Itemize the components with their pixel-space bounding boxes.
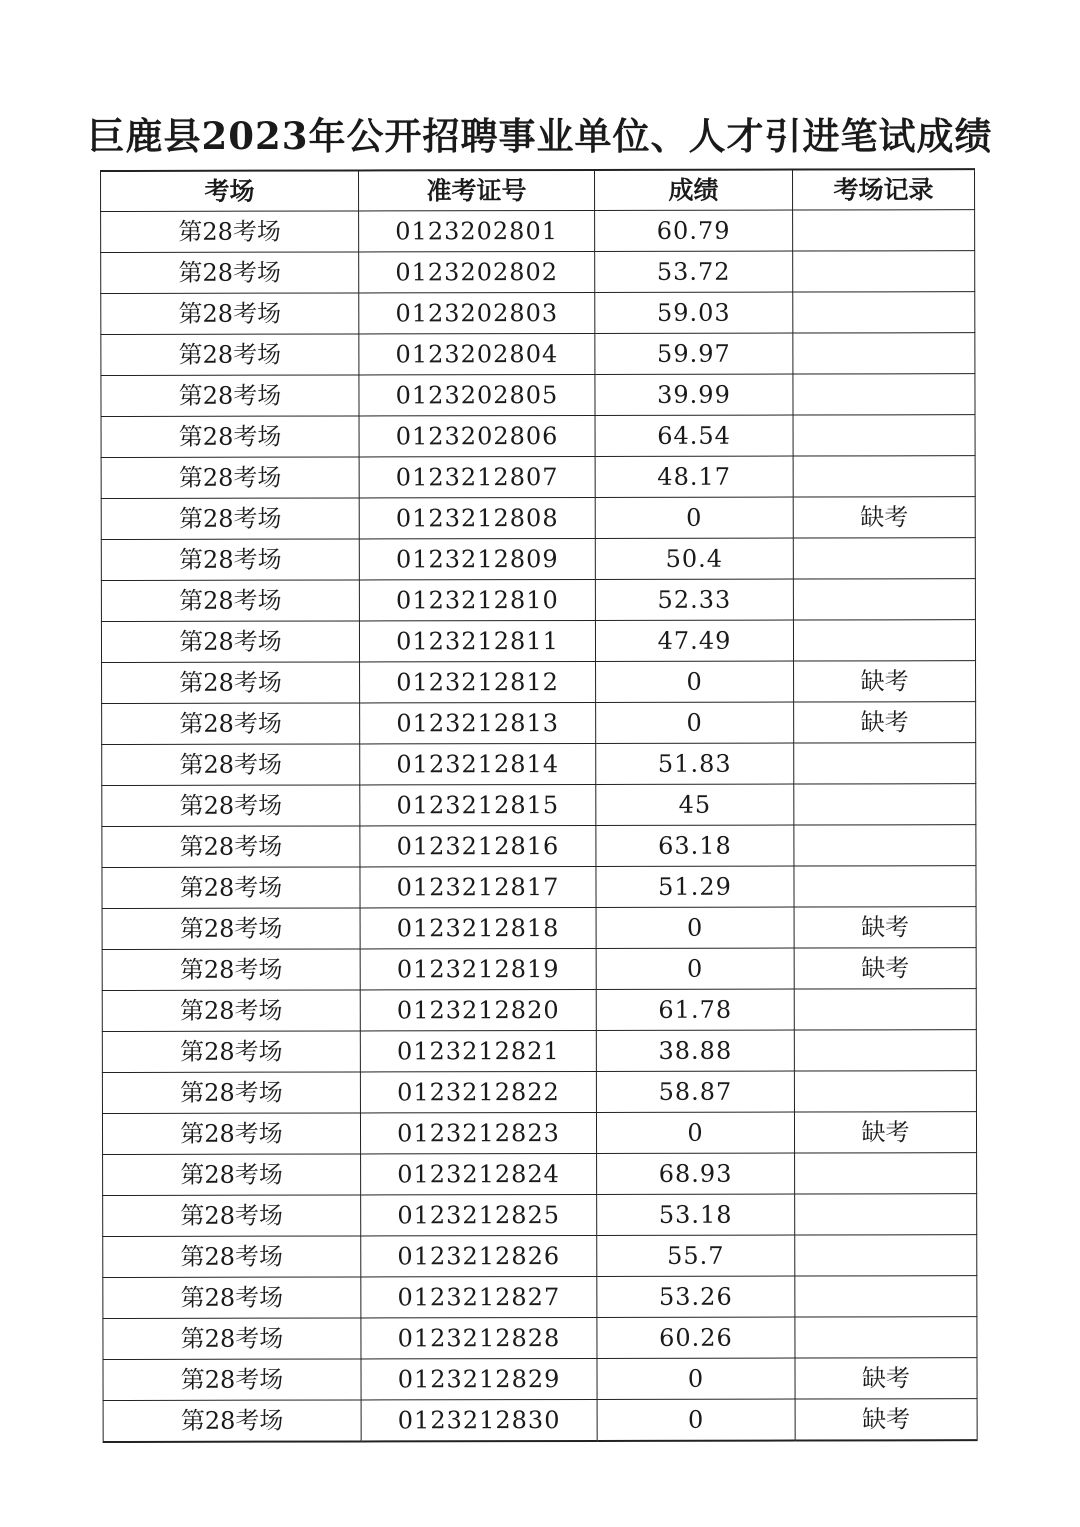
score-cell: 0 xyxy=(596,702,794,743)
ticket-number-cell: 0123212830 xyxy=(361,1399,597,1441)
exam-record-cell xyxy=(794,784,976,825)
ticket-number-cell: 0123212814 xyxy=(360,743,596,784)
table-row xyxy=(102,661,976,704)
table-row xyxy=(102,1030,976,1073)
table-row xyxy=(102,1071,976,1114)
ticket-number-cell: 0123202805 xyxy=(359,374,595,415)
ticket-number-cell: 0123212807 xyxy=(359,456,595,497)
ticket-number-cell: 0123212829 xyxy=(361,1358,597,1399)
exam-record-cell xyxy=(795,1194,977,1235)
table-row xyxy=(101,415,975,458)
exam-record-cell xyxy=(793,210,975,251)
page-title: 巨鹿县2023年公开招聘事业单位、人才引进笔试成绩 xyxy=(87,114,993,158)
exam-room-cell: 第28考场 xyxy=(102,908,360,950)
exam-record-cell: 缺考 xyxy=(795,1358,977,1399)
score-cell: 68.93 xyxy=(597,1153,795,1194)
exam-record-cell xyxy=(793,374,975,415)
score-cell: 52.33 xyxy=(595,579,793,620)
score-cell: 55.7 xyxy=(597,1235,795,1276)
table-row xyxy=(101,292,975,335)
table-row xyxy=(102,989,976,1032)
ticket-number-cell: 0123202804 xyxy=(359,333,595,374)
score-cell: 58.87 xyxy=(596,1071,794,1112)
exam-record-cell xyxy=(795,1235,977,1276)
exam-record-cell: 缺考 xyxy=(794,948,976,989)
exam-record-cell xyxy=(793,292,975,333)
table-row xyxy=(101,538,975,581)
exam-record-cell xyxy=(795,1153,977,1194)
table-row xyxy=(102,702,976,745)
exam-record-cell xyxy=(793,333,975,374)
table-row xyxy=(103,1317,977,1360)
score-cell: 51.83 xyxy=(596,743,794,784)
score-cell: 48.17 xyxy=(595,456,793,497)
ticket-number-cell: 0123212820 xyxy=(360,989,596,1030)
ticket-number-cell: 0123212821 xyxy=(360,1030,596,1071)
score-table xyxy=(100,168,978,1443)
exam-room-cell: 第28考场 xyxy=(101,416,359,458)
exam-room-cell: 第28考场 xyxy=(102,826,360,868)
exam-room-cell: 第28考场 xyxy=(101,293,359,335)
table-row xyxy=(103,1235,977,1278)
ticket-number-cell: 0123202801 xyxy=(359,210,595,251)
score-cell: 61.78 xyxy=(596,989,794,1030)
table-row xyxy=(103,1358,977,1401)
ticket-number-cell: 0123212812 xyxy=(360,661,596,702)
table-row xyxy=(102,825,976,868)
exam-record-cell xyxy=(793,538,975,579)
table-row xyxy=(102,948,976,991)
score-cell: 53.26 xyxy=(597,1276,795,1317)
exam-record-cell: 缺考 xyxy=(794,907,976,948)
ticket-number-cell: 0123212826 xyxy=(361,1235,597,1276)
score-cell: 0 xyxy=(596,661,794,702)
table-row xyxy=(103,1276,977,1319)
header-ticket-number: 准考证号 xyxy=(359,170,595,211)
exam-room-cell: 第28考场 xyxy=(101,498,359,540)
exam-room-cell: 第28考场 xyxy=(103,1236,361,1278)
exam-room-cell: 第28考场 xyxy=(102,1031,360,1073)
exam-record-cell xyxy=(793,620,975,661)
score-cell: 59.03 xyxy=(595,292,793,333)
ticket-number-cell: 0123212825 xyxy=(361,1194,597,1235)
exam-room-cell: 第28考场 xyxy=(101,539,359,581)
table-row xyxy=(101,497,975,540)
exam-room-cell: 第28考场 xyxy=(101,211,359,253)
exam-room-cell: 第28考场 xyxy=(102,867,360,909)
ticket-number-cell: 0123212828 xyxy=(361,1317,597,1358)
exam-room-cell: 第28考场 xyxy=(101,375,359,417)
exam-room-cell: 第28考场 xyxy=(102,785,360,827)
score-cell: 0 xyxy=(596,948,794,989)
table-row xyxy=(101,251,975,294)
exam-record-cell xyxy=(793,456,975,497)
exam-room-cell: 第28考场 xyxy=(103,1154,361,1196)
score-cell: 60.79 xyxy=(595,210,793,251)
ticket-number-cell: 0123202802 xyxy=(359,251,595,292)
exam-room-cell: 第28考场 xyxy=(101,621,359,663)
exam-room-cell: 第28考场 xyxy=(101,252,359,294)
exam-record-cell: 缺考 xyxy=(794,702,976,743)
ticket-number-cell: 0123212815 xyxy=(360,784,596,825)
exam-record-cell xyxy=(794,866,976,907)
exam-record-cell xyxy=(793,251,975,292)
score-cell: 0 xyxy=(595,497,793,538)
table-header-row xyxy=(101,169,975,211)
score-cell: 0 xyxy=(597,1399,795,1441)
ticket-number-cell: 0123212808 xyxy=(359,497,595,538)
ticket-number-cell: 0123212827 xyxy=(361,1276,597,1317)
table-row xyxy=(101,374,975,417)
score-cell: 0 xyxy=(596,1112,794,1153)
exam-record-cell: 缺考 xyxy=(794,661,976,702)
score-cell: 47.49 xyxy=(595,620,793,661)
table-row xyxy=(101,456,975,499)
table-row xyxy=(101,333,975,376)
exam-record-cell: 缺考 xyxy=(795,1399,977,1441)
score-cell: 64.54 xyxy=(595,415,793,456)
table-row xyxy=(101,579,975,622)
table-row xyxy=(103,1399,977,1442)
exam-room-cell: 第28考场 xyxy=(102,1072,360,1114)
exam-room-cell: 第28考场 xyxy=(103,1195,361,1237)
ticket-number-cell: 0123212809 xyxy=(359,538,595,579)
exam-record-cell xyxy=(794,1030,976,1071)
ticket-number-cell: 0123212819 xyxy=(360,948,596,989)
score-cell: 51.29 xyxy=(596,866,794,907)
ticket-number-cell: 0123202806 xyxy=(359,415,595,456)
score-cell: 53.72 xyxy=(595,251,793,292)
score-cell: 38.88 xyxy=(596,1030,794,1071)
exam-room-cell: 第28考场 xyxy=(102,703,360,745)
exam-room-cell: 第28考场 xyxy=(102,990,360,1032)
exam-record-cell xyxy=(794,989,976,1030)
score-cell: 53.18 xyxy=(597,1194,795,1235)
exam-record-cell: 缺考 xyxy=(793,497,975,538)
score-cell: 39.99 xyxy=(595,374,793,415)
exam-room-cell: 第28考场 xyxy=(102,1113,360,1155)
exam-room-cell: 第28考场 xyxy=(102,949,360,991)
ticket-number-cell: 0123212816 xyxy=(360,825,596,866)
score-cell: 0 xyxy=(597,1358,795,1399)
score-cell: 0 xyxy=(596,907,794,948)
table-row xyxy=(101,210,975,253)
table-row xyxy=(102,907,976,950)
score-cell: 59.97 xyxy=(595,333,793,374)
table-row xyxy=(102,784,976,827)
table-row xyxy=(102,866,976,909)
ticket-number-cell: 0123212813 xyxy=(360,702,596,743)
exam-record-cell xyxy=(794,1071,976,1112)
exam-room-cell: 第28考场 xyxy=(103,1400,361,1442)
exam-record-cell xyxy=(793,579,975,620)
table-row xyxy=(103,1153,977,1196)
header-score: 成绩 xyxy=(595,170,793,211)
exam-record-cell xyxy=(793,415,975,456)
ticket-number-cell: 0123212818 xyxy=(360,907,596,948)
exam-room-cell: 第28考场 xyxy=(101,457,359,499)
score-cell: 60.26 xyxy=(597,1317,795,1358)
exam-room-cell: 第28考场 xyxy=(101,580,359,622)
ticket-number-cell: 0123212823 xyxy=(360,1112,596,1153)
exam-record-cell: 缺考 xyxy=(794,1112,976,1153)
score-cell: 45 xyxy=(596,784,794,825)
score-cell: 63.18 xyxy=(596,825,794,866)
exam-record-cell xyxy=(794,825,976,866)
header-exam-room: 考场 xyxy=(101,170,359,211)
ticket-number-cell: 0123212811 xyxy=(359,620,595,661)
exam-room-cell: 第28考场 xyxy=(103,1277,361,1319)
ticket-number-cell: 0123212810 xyxy=(359,579,595,620)
table-body xyxy=(101,210,978,1442)
exam-room-cell: 第28考场 xyxy=(103,1318,361,1360)
table-row xyxy=(103,1194,977,1237)
table-row xyxy=(101,620,975,663)
table-row xyxy=(102,1112,976,1155)
exam-record-cell xyxy=(795,1317,977,1358)
ticket-number-cell: 0123212817 xyxy=(360,866,596,907)
exam-record-cell xyxy=(794,743,976,784)
exam-room-cell: 第28考场 xyxy=(102,744,360,786)
exam-record-cell xyxy=(795,1276,977,1317)
exam-room-cell: 第28考场 xyxy=(101,334,359,376)
table-row xyxy=(102,743,976,786)
ticket-number-cell: 0123212822 xyxy=(360,1071,596,1112)
exam-room-cell: 第28考场 xyxy=(102,662,360,704)
ticket-number-cell: 0123212824 xyxy=(361,1153,597,1194)
ticket-number-cell: 0123202803 xyxy=(359,292,595,333)
score-cell: 50.4 xyxy=(595,538,793,579)
header-exam-record: 考场记录 xyxy=(793,169,975,210)
exam-room-cell: 第28考场 xyxy=(103,1359,361,1401)
